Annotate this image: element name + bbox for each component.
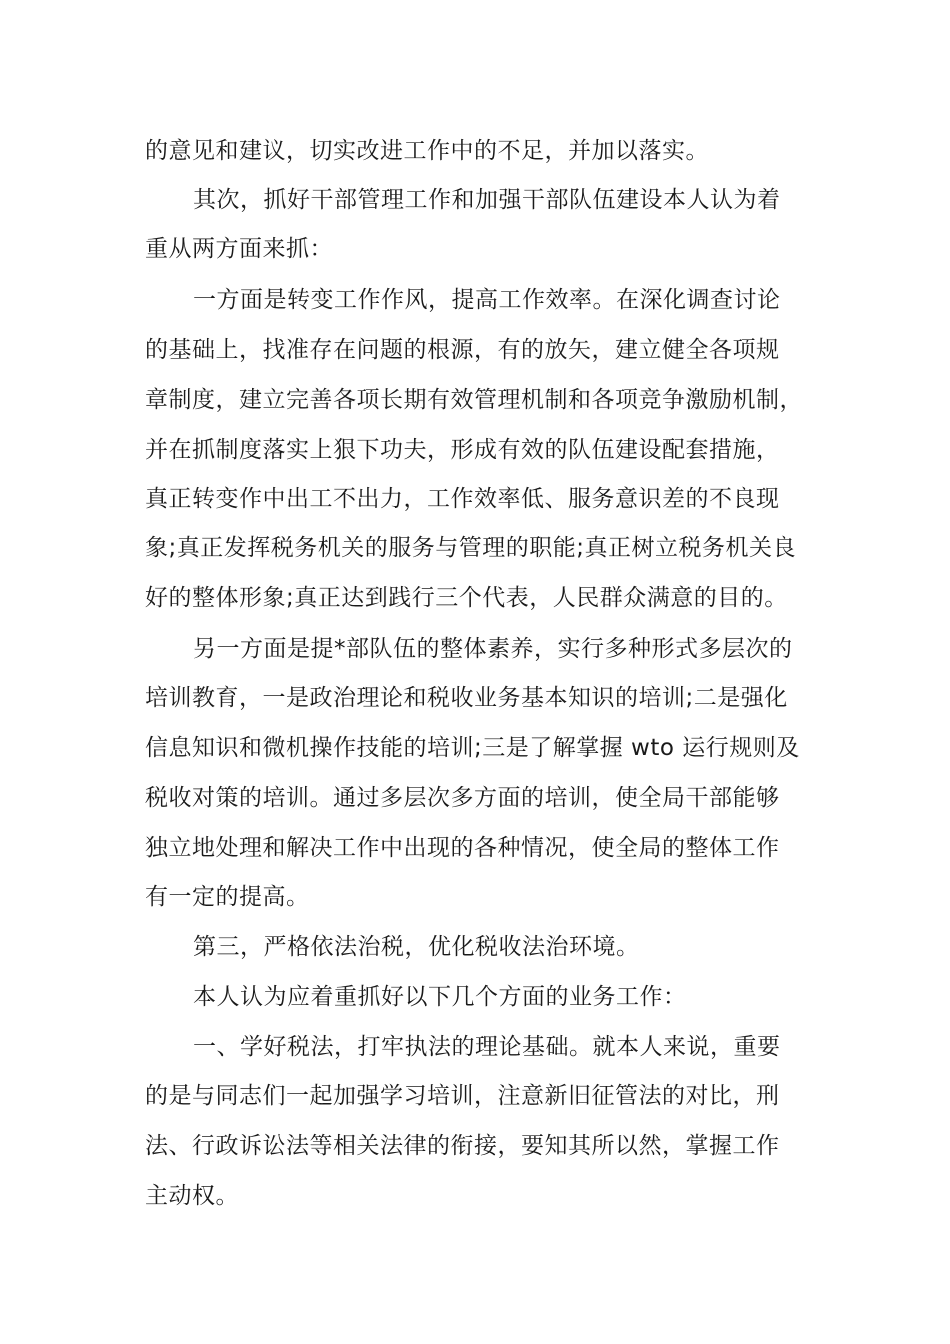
text-line: 税收对策的培训。通过多层次多方面的培训，使全局干部能够 [145, 785, 780, 811]
text-line: 主动权。 [145, 1183, 239, 1209]
text-line: 有一定的提高。 [145, 884, 310, 910]
text-line: 并在抓制度落实上狠下功夫，形成有效的队伍建设配套措施， [145, 437, 780, 463]
text-line: 重从两方面来抓： [145, 236, 333, 262]
text-line: 其次，抓好干部管理工作和加强干部队伍建设本人认为着 [193, 187, 781, 213]
text-line: 信息知识和微机操作技能的培训;三是了解掌握 wto 运行规则及 [145, 735, 800, 761]
text-line: 好的整体形象;真正达到践行三个代表，人民群众满意的目的。 [145, 585, 788, 611]
text-line: 真正转变作中出工不出力，工作效率低、服务意识差的不良现 [145, 486, 780, 512]
text-line: 第三，严格依法治税，优化税收法治环境。 [193, 934, 640, 960]
text-line: 一、学好税法，打牢执法的理论基础。就本人来说，重要 [193, 1034, 781, 1060]
text-line: 另一方面是提*部队伍的整体素养，实行多种形式多层次的 [193, 636, 793, 662]
text-line: 一方面是转变工作作风，提高工作效率。在深化调查讨论 [193, 287, 781, 313]
text-line: 本人认为应着重抓好以下几个方面的业务工作： [193, 984, 687, 1010]
text-line: 的基础上，找准存在问题的根源，有的放矢，建立健全各项规 [145, 337, 780, 363]
text-line: 培训教育，一是政治理论和税收业务基本知识的培训;二是强化 [145, 685, 788, 711]
text-line: 的意见和建议，切实改进工作中的不足，并加以落实。 [145, 138, 709, 164]
text-line: 象;真正发挥税务机关的服务与管理的职能;真正树立税务机关良 [145, 535, 796, 561]
text-line: 法、行政诉讼法等相关法律的衔接，要知其所以然，掌握工作 [145, 1133, 780, 1159]
text-line: 独立地处理和解决工作中出现的各种情况，使全局的整体工作 [145, 835, 780, 861]
text-line: 的是与同志们一起加强学习培训，注意新旧征管法的对比，刑 [145, 1083, 780, 1109]
text-line: 章制度，建立完善各项长期有效管理机制和各项竞争激励机制， [145, 387, 803, 413]
